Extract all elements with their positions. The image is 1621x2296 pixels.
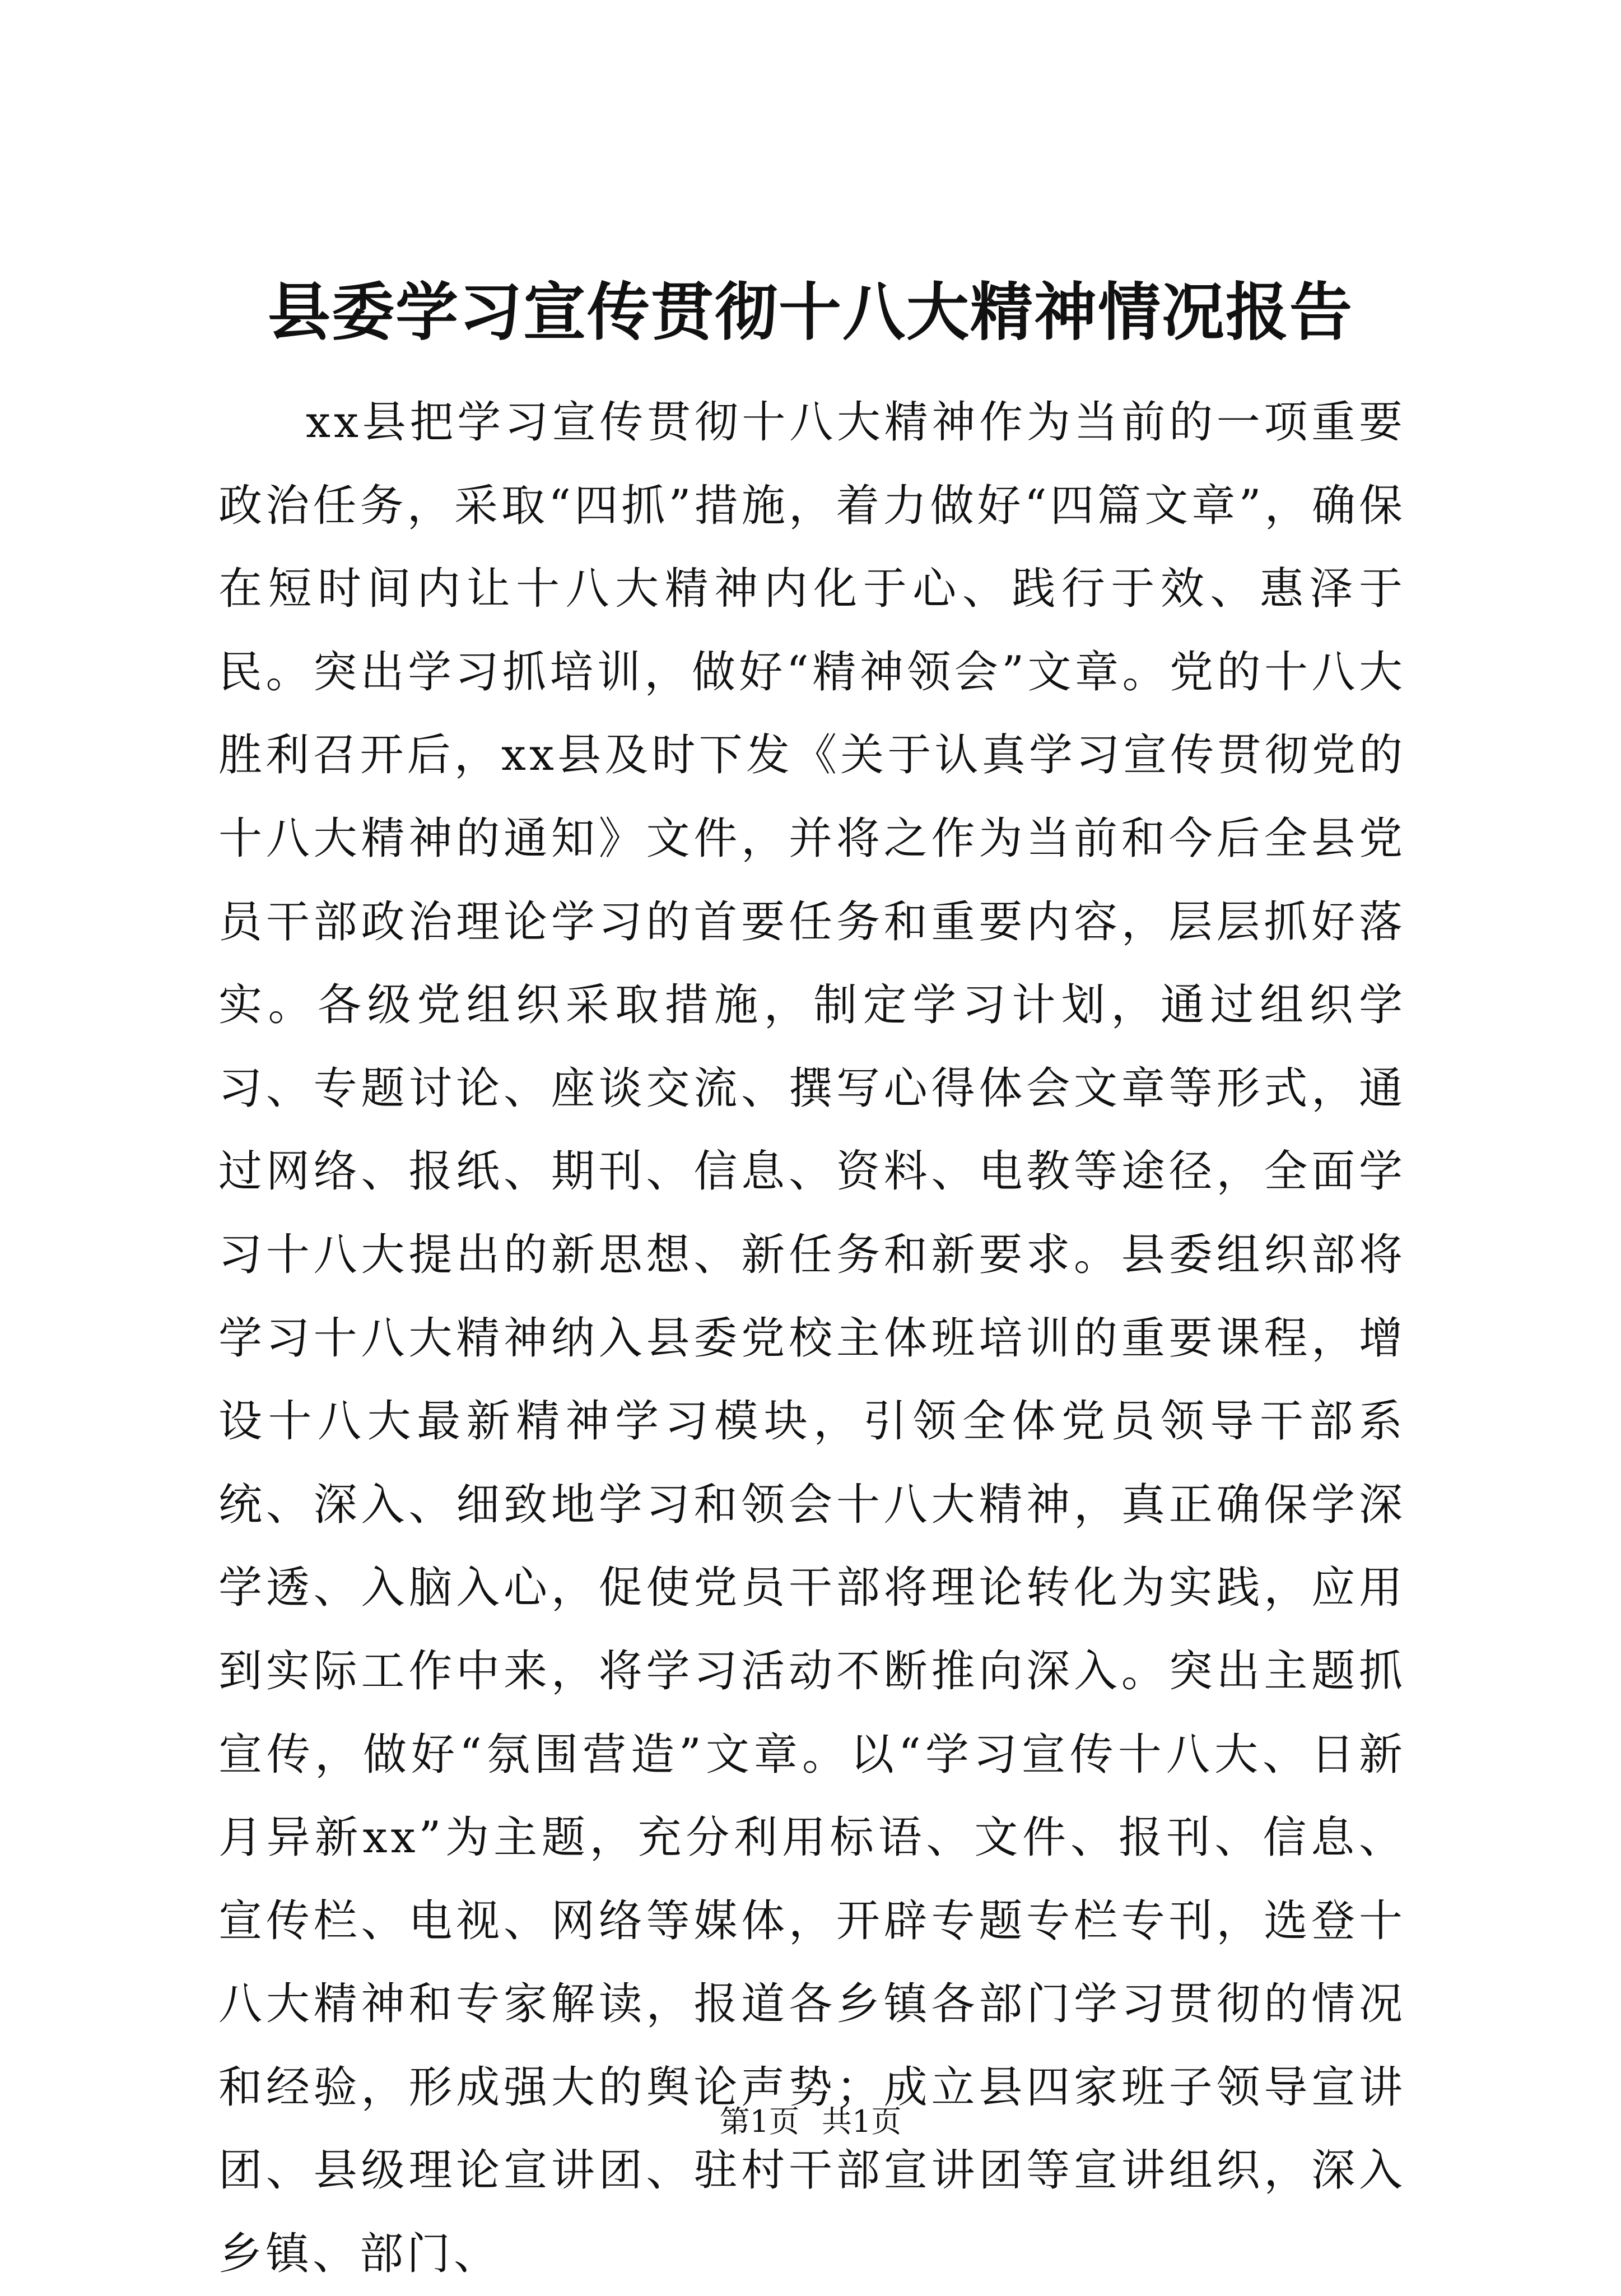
page-total-label: 共1页 [822, 2104, 902, 2139]
page-footer [0, 2102, 1621, 2141]
document-body-paragraph: xx县把学习宣传贯彻十八大精神作为当前的一项重要政治任务，采取“四抓”措施，着力做好“四篇文章”，确保在短时间内让十八大精神内化于心、践行于效、惠泽于民。突出学习抓培训，做好“精神领会”文章。党的十八大胜利召开后，xx县及时下发《关于认真学习宣传贯彻党的十八大精神的通知》文件，并将之作为当前和今后全县党员干部政治理论学习的首要任务和重要内容，层层抓好落实。各级党组织采取措施，制定学习计划，通过组织学习、专题讨论、座谈交流、撰写心得体会文章等形式，通过网络、报纸、期刊、信息、资料、电教等途径，全面学习十八大提出的新思想、新任务和新要求。县委组织部将学习十八大精神纳入县委党校主体班培训的重要课程，增设十八大最新精神学习模块，引领全体党员领导干部系统、深入、细致地学习和领会十八大精神，真正确保学深学透、入脑入心，促使党员干部将理论转化为实践，应用到实际工作中来，将学习活动不断推向深入。突出主题抓宣传，做好“氛围营造”文章。以“学习宣传十八大、日新月异新xx”为主题，充分利用标语、文件、报刊、信息、宣传栏、电视、网络等媒体，开辟专题专栏专刊，选登十八大精神和专家解读，报道各乡镇各部门学习贯彻的情况和经验，形成强大的舆论声势；成立县四家班子领导宣讲团、县级理论宣讲团、驻村干部宣讲团等宣讲组织，深入乡镇、部门、 [218, 397, 1406, 2280]
document-title: 县委学习宣传贯彻十八大精神情况报告 [268, 276, 1353, 349]
page-number-label: 第1页 [719, 2104, 799, 2139]
